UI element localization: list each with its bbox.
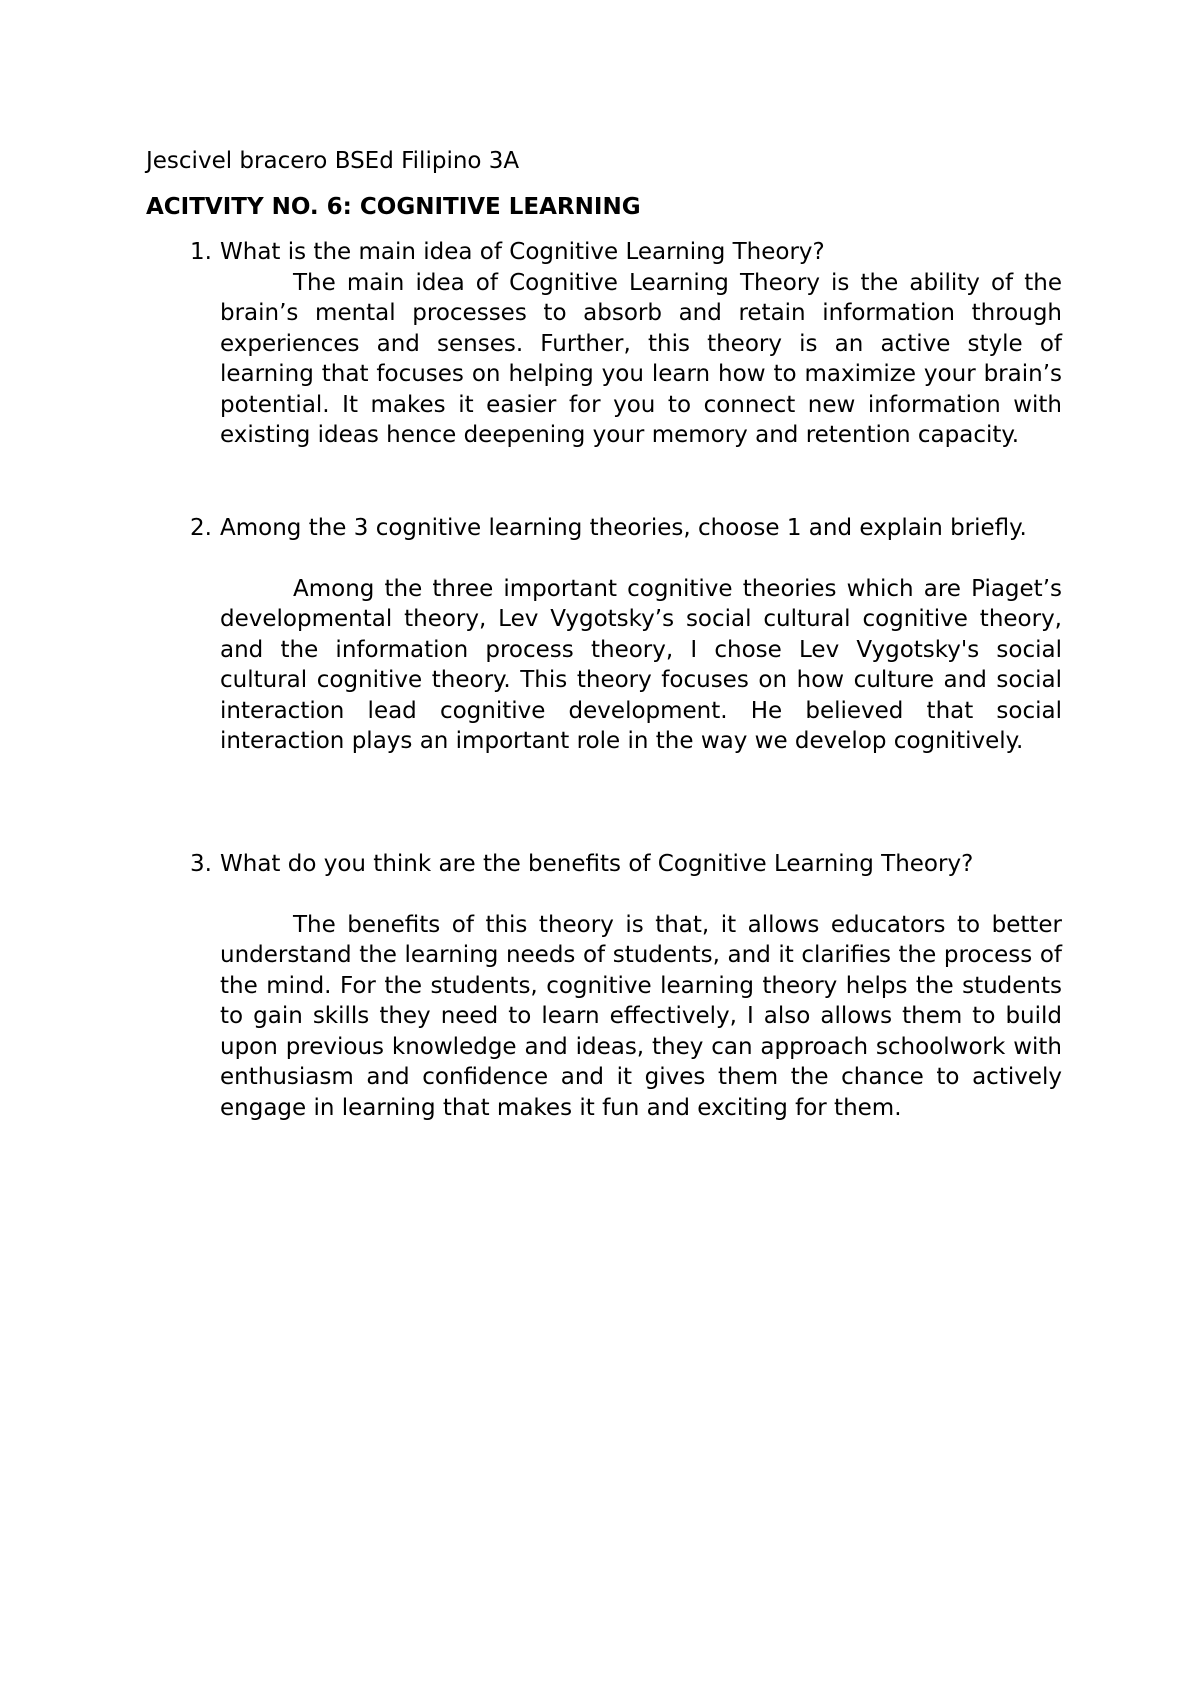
question-body (220, 237, 1062, 451)
question-number: 3. (190, 851, 212, 877)
answer-paragraph: The main idea of Cognitive Learning Theory is the ability of the brain’s mental processes to absorb and retain information through experiences and senses. Further, this theory is an active style of learning that focuses on helping you learn how to maximize your brain’s potential. It makes it easier for you to connect new information with existing ideas hence deepening your memory and retention capacity. (220, 269, 1062, 448)
question-text: Among the 3 cognitive learning theories, choose 1 and explain briefly. (220, 515, 1027, 541)
question-text: What do you think are the benefits of Cognitive Learning Theory? (220, 851, 974, 877)
question-number: 2. (190, 515, 212, 541)
activity-title: ACITVITY NO. 6: COGNITIVE LEARNING (146, 194, 641, 220)
answer-paragraph: The benefits of this theory is that, it allows educators to better understand the learning needs of students, and it clarifies the process of the mind. For the students, cognitive learning theory helps the students to gain skills they need to learn effectively, I also allows them to build upon previous knowledge and ideas, they can approach schoolwork with enthusiasm and confidence and it gives them the chance to actively engage in learning that makes it fun and exciting for them. (220, 911, 1062, 1121)
question-number: 1. (190, 239, 212, 265)
question-text: What is the main idea of Cognitive Learning Theory? (220, 239, 825, 265)
answer-paragraph: Among the three important cognitive theories which are Piaget’s developmental theory, Lev Vygotsky’s social cultural cognitive theory, and the information process theory, I chose Lev Vygotsky's social cultural cognitive theory. This theory focuses on how culture and social interaction lead cognitive development. He believed that social interaction plays an important role in the way we develop cognitively. (220, 575, 1062, 754)
question-body (220, 849, 1062, 1123)
question-body (220, 513, 1062, 757)
author-line: Jescivel bracero BSEd Filipino 3A (146, 148, 520, 174)
